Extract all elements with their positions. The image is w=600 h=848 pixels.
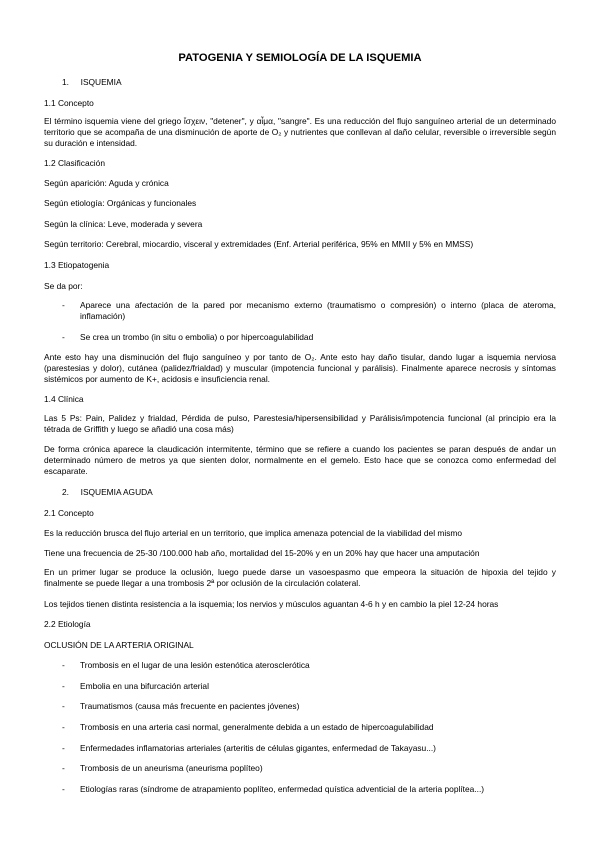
oclusion-heading: OCLUSIÓN DE LA ARTERIA ORIGINAL [44,640,194,650]
bullet-dash: - [62,784,65,794]
subsection-1-2-heading: 1.2 Clasificación [44,158,105,168]
clasificacion-line: Según etiología: Orgánicas y funcionales [44,198,197,208]
list-item-text: Trombosis en una arteria casi normal, generalmente debida a un estado de hipercoagulabilidad [80,722,434,732]
bullet-dash: - [62,300,65,310]
section-2-heading: 2. ISQUEMIA AGUDA [62,487,153,497]
isquemia-aguda-paragraph: Es la reducción brusca del flujo arterial en un territorio, que implica amenaza potencial de la viabilidad del mismo [44,528,463,538]
bullet-dash: - [62,681,65,691]
clinica-paragraph: De forma crónica aparece la claudicación intermitente, término que se refiere a cuando los pacientes se paran después de andar un determinado número de metros ya que sienten dolor, normalmente en el gemelo. Esto hace que se conozca como enfermedad del escaparate. [44,444,556,476]
list-item-text: Traumatismos (causa más frecuente en pacientes jóvenes) [80,701,300,711]
etiopatogenia-intro: Se da por: [44,281,83,291]
concepto-paragraph: El término isquemia viene del griego ἴσχειν, "detener", y αἷμα, "sangre". Es una reducción del flujo sanguíneo arterial de un determinado territorio que se acompaña de una disminución de aporte de O₂ y nutrientes que conllevan al daño celular, reversible o irreversible según su duración e intensidad. [44,116,556,148]
clasificacion-line: Según aparición: Aguda y crónica [44,178,169,188]
etiopatogenia-paragraph: Ante esto hay una disminución del flujo sanguíneo y por tanto de O₂. Ante esto hay daño tisular, dando lugar a isquemia nerviosa (parestesias y dolor), cutánea (palidez/frialdad) y muscular (impotencia funcional y parálisis). Finalmente aparece necrosis y síntomas sistémicos por aumento de K+, acidosis e insuficiencia renal. [44,352,556,384]
list-item-text: Aparece una afectación de la pared por mecanismo externo (traumatismo o compresión) o interno (placa de ateroma, inflamación) [80,300,556,321]
page-title: PATOGENIA Y SEMIOLOGÍA DE LA ISQUEMIA [178,52,422,64]
bullet-dash: - [62,701,65,711]
list-item-text: Trombosis en el lugar de una lesión estenótica aterosclerótica [80,660,310,670]
clasificacion-line: Según la clínica: Leve, moderada y severa [44,219,203,229]
isquemia-aguda-paragraph: Los tejidos tienen distinta resistencia a la isquemia; los nervios y músculos aguantan 4-6 h y en cambio la piel 12-24 horas [44,599,499,609]
clasificacion-line: Según territorio: Cerebral, miocardio, visceral y extremidades (Enf. Arterial periférica, 95% en MMII y 5% en MMSS) [44,239,474,249]
bullet-dash: - [62,743,65,753]
clinica-paragraph: Las 5 Ps: Pain, Palidez y frialdad, Pérdida de pulso, Parestesia/hipersensibilidad y Parálisis/impotencia funcional (al principio era la tétrada de Griffith y luego se añadió una cosa más) [44,413,556,434]
list-item-text: Embolia en una bifurcación arterial [80,681,209,691]
subsection-1-4-heading: 1.4 Clínica [44,394,84,404]
list-item-text: Enfermedades inflamatorias arteriales (arteritis de células gigantes, enfermedad de Takayasu...) [80,743,436,753]
subsection-2-1-heading: 2.1 Concepto [44,508,94,518]
isquemia-aguda-paragraph: Tiene una frecuencia de 25-30 /100.000 hab año, mortalidad del 15-20% y en un 20% hay que hacer una amputación [44,548,480,558]
bullet-dash: - [62,660,65,670]
bullet-dash: - [62,763,65,773]
bullet-dash: - [62,332,65,342]
isquemia-aguda-paragraph: En un primer lugar se produce la oclusión, luego puede darse un vasoespasmo que empeora la situación de hipoxia del tejido y finalmente se puede llegar a una trombosis 2ª por oclusión de la circulación colateral. [44,567,556,588]
subsection-1-3-heading: 1.3 Etiopatogenia [44,260,110,270]
list-item-text: Trombosis de un aneurisma (aneurisma poplíteo) [80,763,263,773]
list-item-text: Se crea un trombo (in situ o embolia) o por hipercoagulabilidad [80,332,314,342]
bullet-dash: - [62,722,65,732]
list-item-text: Etiologías raras (síndrome de atrapamiento poplíteo, enfermedad quística adventicial de la arteria poplítea...) [80,784,485,794]
subsection-2-2-heading: 2.2 Etiología [44,619,91,629]
subsection-1-1-heading: 1.1 Concepto [44,98,94,108]
section-1-heading: 1. ISQUEMIA [62,77,122,87]
